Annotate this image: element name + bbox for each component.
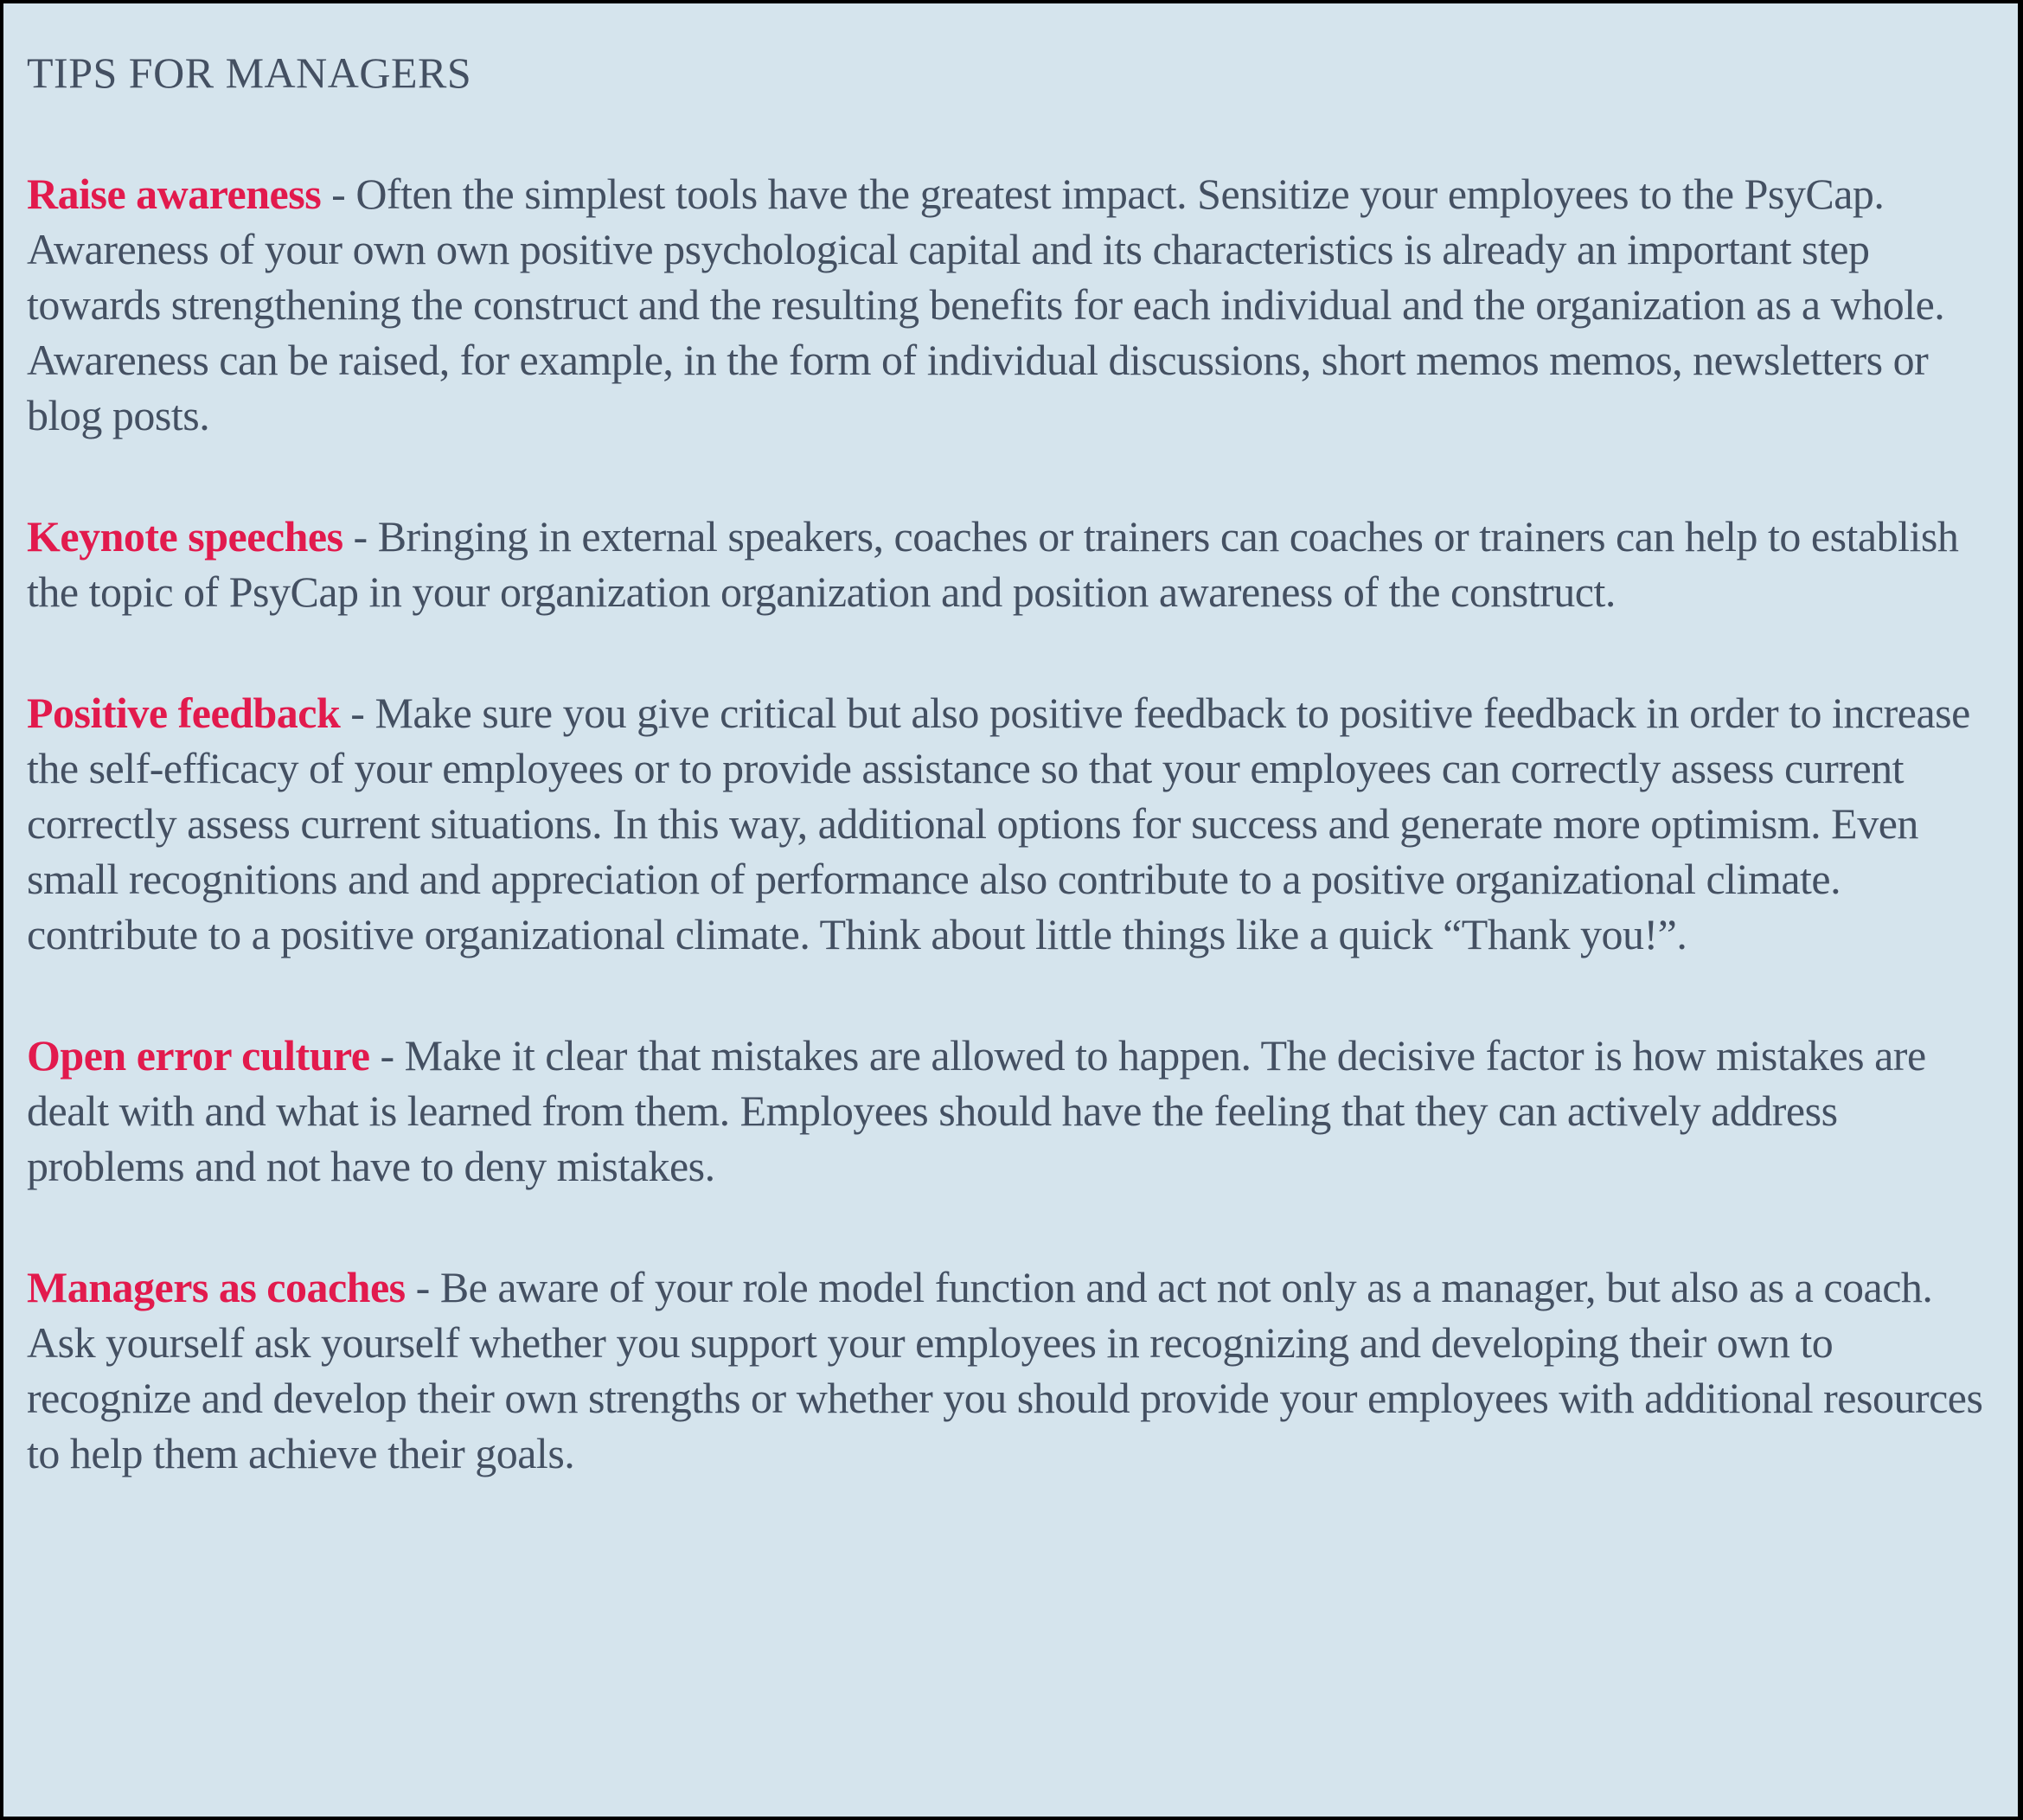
tip-lead: Managers as coaches bbox=[27, 1263, 406, 1311]
tip-separator: - bbox=[340, 689, 375, 737]
tip-separator: - bbox=[321, 170, 356, 218]
tip-keynote-speeches bbox=[27, 509, 1992, 619]
tip-lead: Keynote speeches bbox=[27, 512, 343, 561]
tip-body: Bringing in external speakers, coaches or trainers can coaches or trainers can help to establish the topic of PsyCap in your organization organization and position awareness of the construct. bbox=[27, 512, 1959, 616]
tip-body: Make it clear that mistakes are allowed to happen. The decisive factor is how mistakes are dealt with and what is learned from them. Employees should have the feeling that they can actively address problems and not have to deny mistakes. bbox=[27, 1031, 1926, 1190]
tip-separator: - bbox=[405, 1263, 440, 1311]
tip-lead: Open error culture bbox=[27, 1031, 370, 1080]
tip-body: Make sure you give critical but also positive feedback to positive feedback in order to increase the self-efficacy of your employees or to provide assistance so that your employees can correctly assess current correctly assess current situations. In this way, additional options for success and generate more optimism. Even small recognitions and and appreciation of performance also contribute to a positive organizational climate. contribute to a positive organizational climate. Think about little things like a quick “Thank you!”. bbox=[27, 689, 1970, 958]
tip-body: Often the simplest tools have the greatest impact. Sensitize your employees to the PsyCap. Awareness of your own own positive psychological capital and its characteristics is already an important step towards strengthening the construct and the resulting benefits for each individual and the organization as a whole. Awareness can be raised, for example, in the form of individual discussions, short memos memos, newsletters or blog posts. bbox=[27, 170, 1945, 439]
tip-lead: Positive feedback bbox=[27, 689, 341, 737]
tip-managers-as-coaches bbox=[27, 1259, 1992, 1481]
tip-separator: - bbox=[343, 512, 378, 561]
panel-title: TIPS FOR MANAGERS bbox=[27, 48, 472, 97]
tip-open-error-culture bbox=[27, 1028, 1992, 1194]
tip-separator: - bbox=[369, 1031, 405, 1080]
tip-lead: Raise awareness bbox=[27, 170, 322, 218]
tip-raise-awareness bbox=[27, 166, 1992, 443]
tip-body: Be aware of your role model function and act not only as a manager, but also as a coach. Ask yourself ask yourself whether you support your employees in recognizing and developing their own to recognize and develop their own strengths or whether you should provide your employees with additional resources to help them achieve their goals. bbox=[27, 1263, 1983, 1477]
tip-positive-feedback bbox=[27, 685, 1992, 962]
